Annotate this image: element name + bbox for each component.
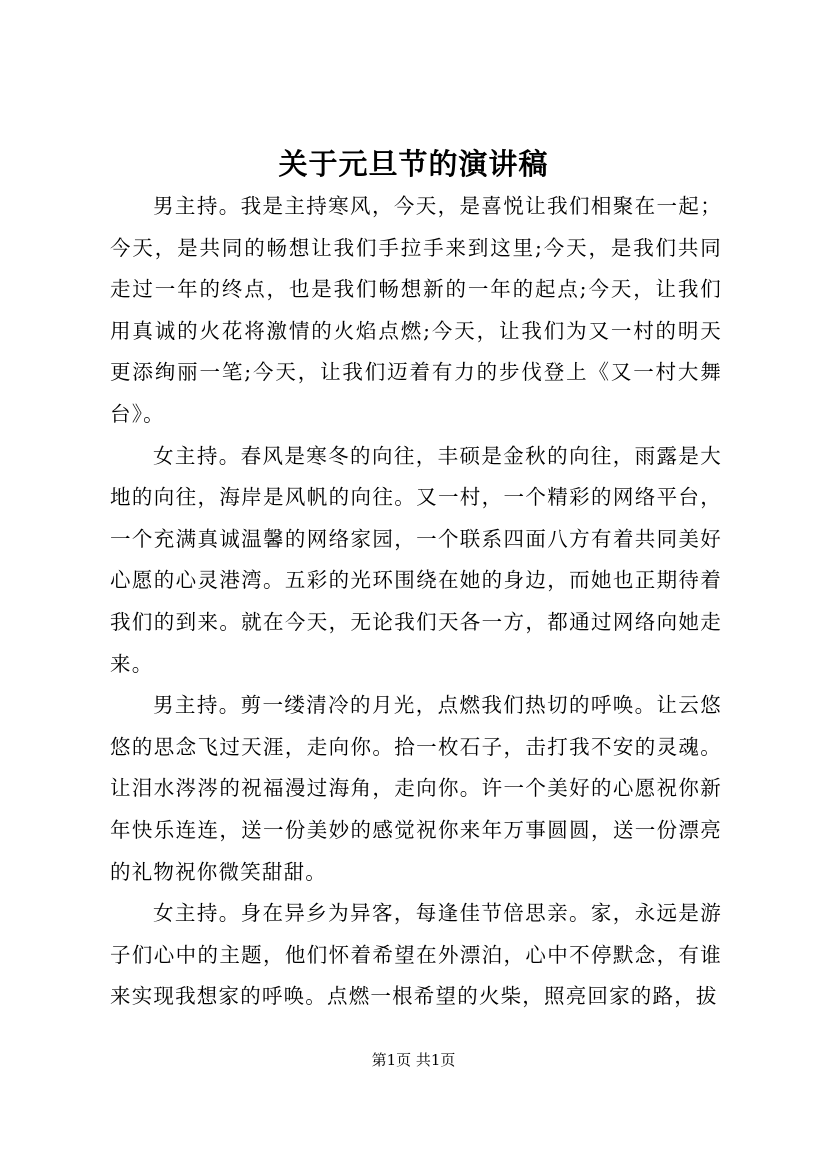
paragraph-2: 女主持。春风是寒冬的向往，丰硕是金秋的向往，雨露是大地的向往，海岸是风帆的向往。又一村，一个精彩的网络平台，一个充满真诚温馨的网络家园，一个联系四面八方有着共同美好心愿的心灵港湾。五彩的光环围绕在她的身边，而她也正期待着我们的到来。就在今天，无论我们天各一方，都通过网络向她走来。 [110, 443, 722, 676]
paragraph-4: 女主持。身在异乡为异客，每逢佳节倍思亲。家，永远是游子们心中的主题，他们怀着希望在外漂泊，心中不停默念，有谁来实现我想家的呼唤。点燃一根希望的火柴，照亮回家的路，拔 [110, 901, 722, 1009]
paragraph-1: 男主持。我是主持寒风，今天，是喜悦让我们相聚在一起；今天，是共同的畅想让我们手拉手来到这里;今天，是我们共同走过一年的终点，也是我们畅想新的一年的起点;今天，让我们用真诚的火花将激情的火焰点燃;今天，让我们为又一村的明天更添绚丽一笔;今天，让我们迈着有力的步伐登上《又一村大舞台》。 [110, 194, 722, 426]
page-number-footer: 第1页 共1页 [371, 1051, 456, 1069]
paragraph-3: 男主持。剪一缕清冷的月光，点燃我们热切的呼唤。让云悠悠的思念飞过天涯，走向你。拾一枚石子，击打我不安的灵魂。让泪水涔涔的祝福漫过海角，走向你。许一个美好的心愿祝你新年快乐连连，送一份美妙的感觉祝你来年万事圆圆，送一份漂亮的礼物祝你微笑甜甜。 [110, 693, 722, 884]
document-body [110, 186, 722, 1018]
document-title: 关于元旦节的演讲稿 [278, 147, 549, 181]
